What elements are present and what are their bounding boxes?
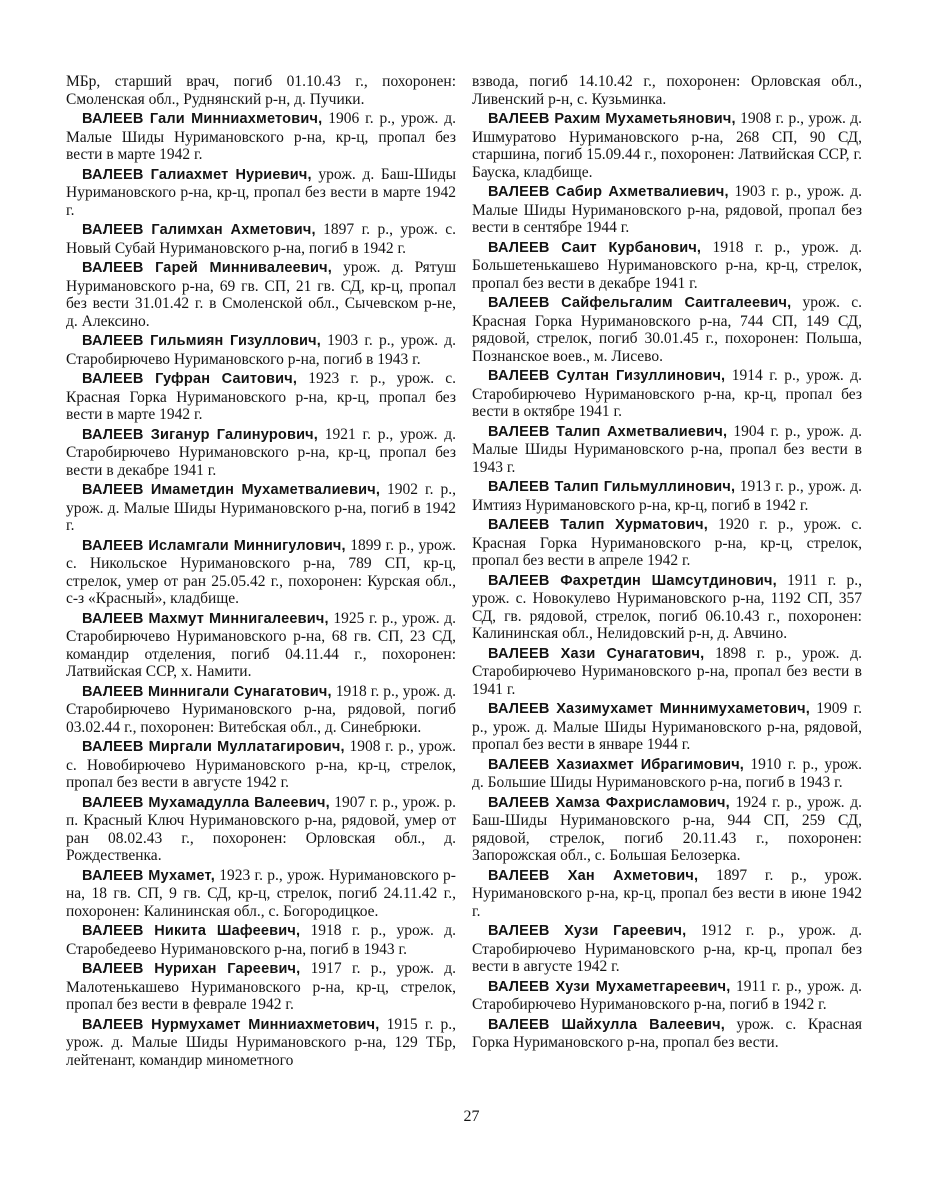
biography-entry xyxy=(66,537,456,608)
entry-details: 1907 г. р., урож. р. п. Красный Ключ Нуримановского р-на, рядовой, умер от ран 08.02.43 г., похоронен: Орловская обл., д. Рождественка. xyxy=(66,793,456,864)
biography-entry xyxy=(66,683,456,737)
biography-entry xyxy=(66,738,456,792)
entry-details: 1918 г. р., урож. д. Большетенькашево Нуримановского р-на, кр-ц, стрелок, пропал без вести в декабре 1941 г. xyxy=(472,238,862,292)
entry-details: 1911 г. р., урож. д. Старобирючево Нуримановского р-на, погиб в 1942 г. xyxy=(472,977,862,1013)
biography-entry xyxy=(66,610,456,681)
person-name: ВАЛЕЕВ Саит Курбанович, xyxy=(488,239,702,256)
biography-entry xyxy=(66,426,456,480)
biography-entry xyxy=(66,960,456,1014)
entry-details: 1918 г. р., урож. д. Старобирючево Нуримановского р-на, рядовой, погиб 03.02.44 г., похоронен: Витебская обл., д. Синебрюки. xyxy=(66,682,456,736)
person-name: ВАЛЕЕВ Галиахмет Нуриевич, xyxy=(82,166,312,183)
biography-entry xyxy=(472,978,862,1014)
biography-entry xyxy=(66,481,456,535)
person-name: ВАЛЕЕВ Сайфельгалим Саитгалеевич, xyxy=(488,295,792,311)
entry-details: 1903 г. р., урож. д. Малые Шиды Нуримановского р-на, рядовой, пропал без вести в сентябре 1944 г. xyxy=(472,183,862,236)
biography-entry xyxy=(66,1016,456,1070)
person-name: ВАЛЕЕВ Фахретдин Шамсутдинович, xyxy=(488,572,777,589)
person-name: ВАЛЕЕВ Султан Гизуллинович, xyxy=(488,368,726,384)
biography-entry xyxy=(66,370,456,424)
entry-details: 1918 г. р., урож. д. Старобедеево Нуримановского р-на, погиб в 1943 г. xyxy=(66,922,456,958)
biography-entry xyxy=(66,332,456,368)
biography-entry xyxy=(66,259,456,330)
entry-details: 1925 г. р., урож. д. Старобирючево Нуримановского р-на, 68 гв. СП, 23 СД, командир отделения, погиб 04.11.44 г., похоронен: Латвийская ССР, х. Намити. xyxy=(66,609,456,680)
biography-entry xyxy=(66,221,456,257)
person-name: ВАЛЕЕВ Зиганур Галинурович, xyxy=(82,426,319,443)
entry-details: 1908 г. р., урож. с. Новобирючево Нуримановского р-на, кр-ц, стрелок, пропал без вести в августе 1942 г. xyxy=(66,738,456,791)
entry-details: МБр, старший врач, погиб 01.10.43 г., похоронен: Смоленская обл., Руднянский р-н, д. Пучики. xyxy=(66,73,456,108)
entry-details: 1897 г. р., урож. с. Новый Субай Нуримановского р-на, погиб в 1942 г. xyxy=(66,221,456,257)
entry-details: 1913 г. р., урож. д. Имтияз Нуримановского р-на, кр-ц, погиб в 1942 г. xyxy=(472,478,862,514)
biography-entry xyxy=(66,922,456,958)
biography-entry xyxy=(66,110,456,164)
entry-details: 1924 г. р., урож. д. Баш-Шиды Нуримановского р-на, 944 СП, 259 СД, рядовой, стрелок, погиб 20.11.43 г., похоронен: Запорожская обл., с. Большая Белозерка. xyxy=(472,793,862,864)
biography-entry xyxy=(66,166,456,220)
biography-entry xyxy=(66,794,456,865)
person-name: ВАЛЕЕВ Хузи Мухаметгареевич, xyxy=(488,978,731,995)
person-name: ВАЛЕЕВ Рахим Мухаметьянович, xyxy=(488,111,736,127)
entry-details: 1903 г. р., урож. д. Старобирючево Нуримановского р-на, погиб в 1943 г. xyxy=(66,332,456,368)
entry-details: взвода, погиб 14.10.42 г., похоронен: Орловская обл., Ливенский р-н, с. Кузьминка. xyxy=(472,73,862,108)
entry-details: 1915 г. р., урож. д. Малые Шиды Нуримановского р-на, 129 ТБр, лейтенант, командир минометного xyxy=(66,1015,456,1069)
biography-entry xyxy=(472,239,862,293)
person-name: ВАЛЕЕВ Хазимухамет Миннимухаметович, xyxy=(488,701,811,717)
entry-details: 1908 г. р., урож. д. Ишмуратово Нуримановского р-на, 268 СП, 90 СД, старшина, погиб 15.09.44 г., похоронен: Латвийская ССР, г. Бауска, кладбище. xyxy=(472,110,862,181)
entry-details: урож. с. Красная Горка Нуримановского р-на, пропал без вести. xyxy=(472,1015,862,1051)
person-name: ВАЛЕЕВ Никита Шафеевич, xyxy=(82,923,301,939)
person-name: ВАЛЕЕВ Сабир Ахметвалиевич, xyxy=(488,184,729,200)
person-name: ВАЛЕЕВ Талип Гильмуллинович, xyxy=(488,479,736,495)
biography-entry xyxy=(472,294,862,365)
biography-entry xyxy=(472,110,862,181)
person-name: ВАЛЕЕВ Хази Сунагатович, xyxy=(488,645,705,662)
biography-entry xyxy=(472,73,862,108)
person-name: ВАЛЕЕВ Хан Ахметович, xyxy=(488,867,699,884)
biography-entry xyxy=(472,645,862,699)
person-name: ВАЛЕЕВ Миргали Муллатагирович, xyxy=(82,739,345,755)
biography-entry xyxy=(472,478,862,514)
entry-details: 1923 г. р., урож. Нуримановского р-на, 18 гв. СП, 9 гв. СД, кр-ц, стрелок, погиб 24.11.42 г., похоронен: Калининская обл., с. Богородицкое. xyxy=(66,866,456,920)
entry-details: 1914 г. р., урож. д. Старобирючево Нуримановского р-на, кр-ц, пропал без вести в октябре 1941 г. xyxy=(472,367,862,420)
biography-entry xyxy=(472,922,862,976)
person-name: ВАЛЕЕВ Шайхулла Валеевич, xyxy=(488,1016,725,1033)
page-number: 27 xyxy=(463,1108,480,1125)
person-name: ВАЛЕЕВ Исламгали Миннигулович, xyxy=(82,537,346,554)
entry-details: урож. д. Баш-Шиды Нуримановского р-на, кр-ц, пропал без вести в марте 1942 г. xyxy=(66,165,456,219)
biography-entry xyxy=(472,794,862,865)
person-name: ВАЛЕЕВ Миннигали Сунагатович, xyxy=(82,683,332,700)
person-name: ВАЛЕЕВ Мухамет, xyxy=(82,867,215,884)
person-name: ВАЛЕЕВ Галимхан Ахметович, xyxy=(82,222,316,238)
entry-details: 1898 г. р., урож. д. Старобирючево Нуримановского р-на, пропал без вести в 1941 г. xyxy=(472,644,863,698)
biography-entry xyxy=(472,572,862,643)
biography-entry xyxy=(66,73,456,108)
entry-details: 1909 г. р., урож. д. Малые Шиды Нуримановского р-на, рядовой, пропал без вести в январе 1944 г. xyxy=(472,700,862,753)
person-name: ВАЛЕЕВ Гуфран Саитович, xyxy=(82,371,298,387)
entry-details: 1902 г. р., урож. д. Малые Шиды Нуримановского р-на, погиб в 1942 г. xyxy=(66,481,456,534)
person-name: ВАЛЕЕВ Талип Хурматович, xyxy=(488,517,708,533)
entry-details: 1912 г. р., урож. д. Старобирючево Нуримановского р-на, кр-ц, пропал без вести в августе 1942 г. xyxy=(472,922,862,975)
person-name: ВАЛЕЕВ Мухамадулла Валеевич, xyxy=(82,794,330,811)
person-name: ВАЛЕЕВ Махмут Миннигалеевич, xyxy=(82,610,329,627)
person-name: ВАЛЕЕВ Гали Минниахметович, xyxy=(82,111,323,127)
entry-details: 1906 г. р., урож. д. Малые Шиды Нуримановского р-на, кр-ц, пропал без вести в марте 1942 г. xyxy=(66,110,456,163)
person-name: ВАЛЕЕВ Хузи Гареевич, xyxy=(488,923,687,939)
person-name: ВАЛЕЕВ Талип Ахметвалиевич, xyxy=(488,423,728,440)
biography-entry xyxy=(472,516,862,570)
person-name: ВАЛЕЕВ Нурихан Гареевич, xyxy=(82,961,301,977)
entry-details: 1920 г. р., урож. с. Красная Горка Нуримановского р-на, кр-ц, стрелок, пропал без вести в апреле 1942 г. xyxy=(472,516,862,569)
entry-details: 1911 г. р., урож. с. Новокулево Нуримановского р-на, 1192 СП, 357 СД, гв. рядовой, стрелок, погиб 06.10.43 г., похоронен: Калининская обл., Нелидовский р-н, д. Авчино. xyxy=(472,571,862,642)
biography-entry xyxy=(472,183,862,237)
person-name: ВАЛЕЕВ Хазиахмет Ибрагимович, xyxy=(488,756,745,773)
entry-details: 1899 г. р., урож. с. Никольское Нуримановского р-на, 789 СП, кр-ц, стрелок, умер от ран 25.05.42 г., похоронен: Курская обл., с-з «Красный», кладбище. xyxy=(66,536,456,607)
right-column xyxy=(472,73,862,1054)
entry-details: 1910 г. р., урож. д. Большие Шиды Нуримановского р-на, погиб в 1943 г. xyxy=(472,755,863,791)
person-name: ВАЛЕЕВ Гильмиян Гизуллович, xyxy=(82,333,322,349)
biography-entry xyxy=(472,700,862,754)
entry-details: 1923 г. р., урож. с. Красная Горка Нуримановского р-на, кр-ц, пропал без вести в марте 1942 г. xyxy=(66,370,456,423)
entry-details: 1897 г. р., урож. Нуримановского р-на, кр-ц, пропал без вести в июне 1942 г. xyxy=(472,866,862,920)
biography-entry xyxy=(472,1016,862,1052)
biography-entry xyxy=(472,867,862,921)
entry-details: урож. с. Красная Горка Нуримановского р-на, 744 СП, 149 СД, рядовой, стрелок, погиб 30.01.45 г., похоронен: Польша, Познанское воев., м. Лисево. xyxy=(472,294,862,365)
entry-details: 1921 г. р., урож. д. Старобирючево Нуримановского р-на, кр-ц, пропал без вести в декабре 1941 г. xyxy=(66,425,456,479)
person-name: ВАЛЕЕВ Хамза Фахрисламович, xyxy=(488,794,730,811)
biography-entry xyxy=(66,867,456,921)
person-name: ВАЛЕЕВ Гарей Миннивалеевич, xyxy=(82,260,332,276)
entry-details: урож. д. Рятуш Нуримановского р-на, 69 гв. СП, 21 гв. СД, кр-ц, пропал без вести 31.01.42 г. в Смоленской обл., Сычевском р-не, д. Алексино. xyxy=(66,259,457,330)
entry-details: 1904 г. р., урож. д. Малые Шиды Нуримановского р-на, пропал без вести в 1943 г. xyxy=(472,422,862,476)
person-name: ВАЛЕЕВ Нурмухамет Минниахметович, xyxy=(82,1016,380,1033)
biography-entry xyxy=(472,367,862,421)
person-name: ВАЛЕЕВ Имаметдин Мухаметвалиевич, xyxy=(82,482,381,498)
left-column xyxy=(66,73,456,1071)
entry-details: 1917 г. р., урож. д. Малотенькашево Нуримановского р-на, кр-ц, стрелок, пропал без вести в феврале 1942 г. xyxy=(66,960,456,1013)
biography-entry xyxy=(472,423,862,477)
biography-entry xyxy=(472,756,862,792)
